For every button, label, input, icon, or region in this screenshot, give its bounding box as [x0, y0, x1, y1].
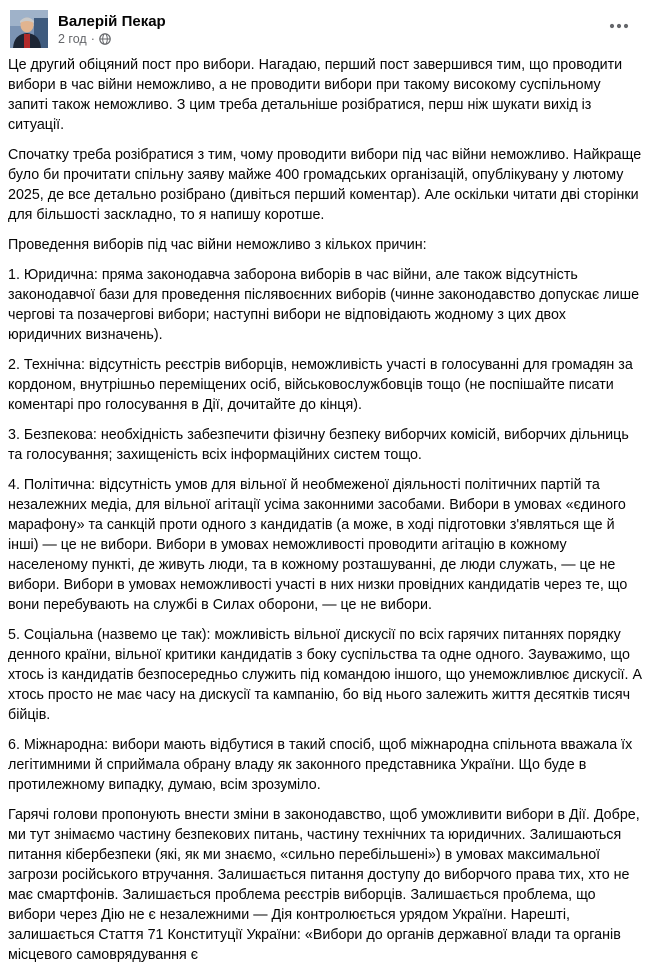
post-paragraph: 2. Технічна: відсутність реєстрів виборців, неможливість участі в голосуванні для громадян за кордоном, внутрішньо переміщених осіб, військовослужбовців тощо (не поспішайте писати коментарі про голосування в Дії, дочитайте до кінця). — [8, 357, 633, 413]
post-paragraph: 6. Міжнародна: вибори мають відбутися в такий спосіб, щоб міжнародна спільнота вважала їх легітимними й сприймала обрану владу як законного представника України. Що буде в протилежному випадку, думаю, всім зрозуміло. — [8, 737, 633, 793]
post-paragraph: Проведення виборів під час війни неможливо з кількох причин: — [8, 237, 427, 253]
post-paragraph: Гарячі голови пропонують внести зміни в законодавство, щоб уможливити вибори в Дії. Добре, ми тут знімаємо частину безпекових питань, частину технічних та юридичних. Залишаються питання кібербезпеки (які, як ми знаємо, «сильно перебільшені») в умовах максимальної загрози російського втручання. Залишається питання доступу до виборчого права тих, хто не має смартфонів. Залишається проблема реєстрів виборців. Залишається проблема, що вибори через Дію не є незалежними — Дія контролюється урядом України. Нарешті, залишається Стаття 71 Конституції України: «Вибори до органів державної влади та органів місцевого самоврядування є — [8, 807, 640, 963]
more-options-icon — [609, 23, 629, 29]
more-options-button[interactable] — [607, 14, 631, 38]
post-body — [8, 55, 642, 975]
post-paragraph: 1. Юридична: пряма законодавча заборона виборів в час війни, але також відсутність законодавчої бази для проведення післявоєнних виборів (чинне законодавство допускає лише чергові та позачергові вибори; наступні вибори не відповідають жодному з цих двох юридичних визначень). — [8, 267, 640, 343]
author-name[interactable]: Валерій Пекар — [58, 13, 166, 30]
post-paragraph: 4. Політична: відсутність умов для вільної й необмеженої діяльності політичних партій та незалежних медіа, для вільної агітації усіма законними засобами. Вибори в умовах «єдиного марафону» та санкцій проти одного з кандидатів (а може, в ході підготовки з'являться ще й інші) — це не вибори. Вибори в умовах неможливості проводити агітацію в кожному населеному пункті, де живуть люди, та в кожному розташуванні, де люди служать, — це не вибори. Вибори в умовах неможливості участі в них низки провідних кандидатів через те, що вони перебувають на службі в Силах оборони, — це не вибори. — [8, 477, 628, 613]
avatar-photo — [10, 10, 48, 48]
post-paragraph: Спочатку треба розібратися з тим, чому проводити вибори під час війни неможливо. Найкраще було би прочитати спільну заяву майже 400 громадських організацій, опублікувану у лютому 2025, де все детально розібрано (дивіться перший коментар). Але оскільки читати дві сторінки для більшості заскладно, то я напишу коротше. — [8, 147, 642, 223]
globe-icon[interactable] — [99, 33, 111, 45]
post-meta — [58, 32, 111, 46]
author-avatar[interactable] — [10, 10, 48, 48]
post-paragraph: 5. Соціальна (назвемо це так): можливість вільної дискусії по всіх гарячих питаннях порядку денного країни, вільної критики кандидатів з боку суспільства та одне одного. Зауважимо, що хтось із кандидатів безпосередньо служить під командою іншого, що унеможливлює дискусії. А хтось просто не має часу на дискусії та кампанію, бо від нього залежить життя десятків тисяч бійців. — [8, 627, 642, 723]
post-timestamp[interactable]: 2 год — [58, 32, 87, 46]
post-header — [8, 8, 639, 52]
post-paragraph: Це другий обіцяний пост про вибори. Нагадаю, перший пост завершився тим, що проводити вибори в час війни неможливо, а не проводити вибори при такому високому суспільному запиті також неможливо. З цим треба детальніше розібратися, перш ніж шукати вихід із ситуації. — [8, 57, 623, 133]
meta-separator: · — [90, 32, 95, 46]
post-paragraph: 3. Безпекова: необхідність забезпечити фізичну безпеку виборчих комісій, виборчих дільниць та голосування; захищеність всіх інформаційних систем тощо. — [8, 427, 629, 463]
